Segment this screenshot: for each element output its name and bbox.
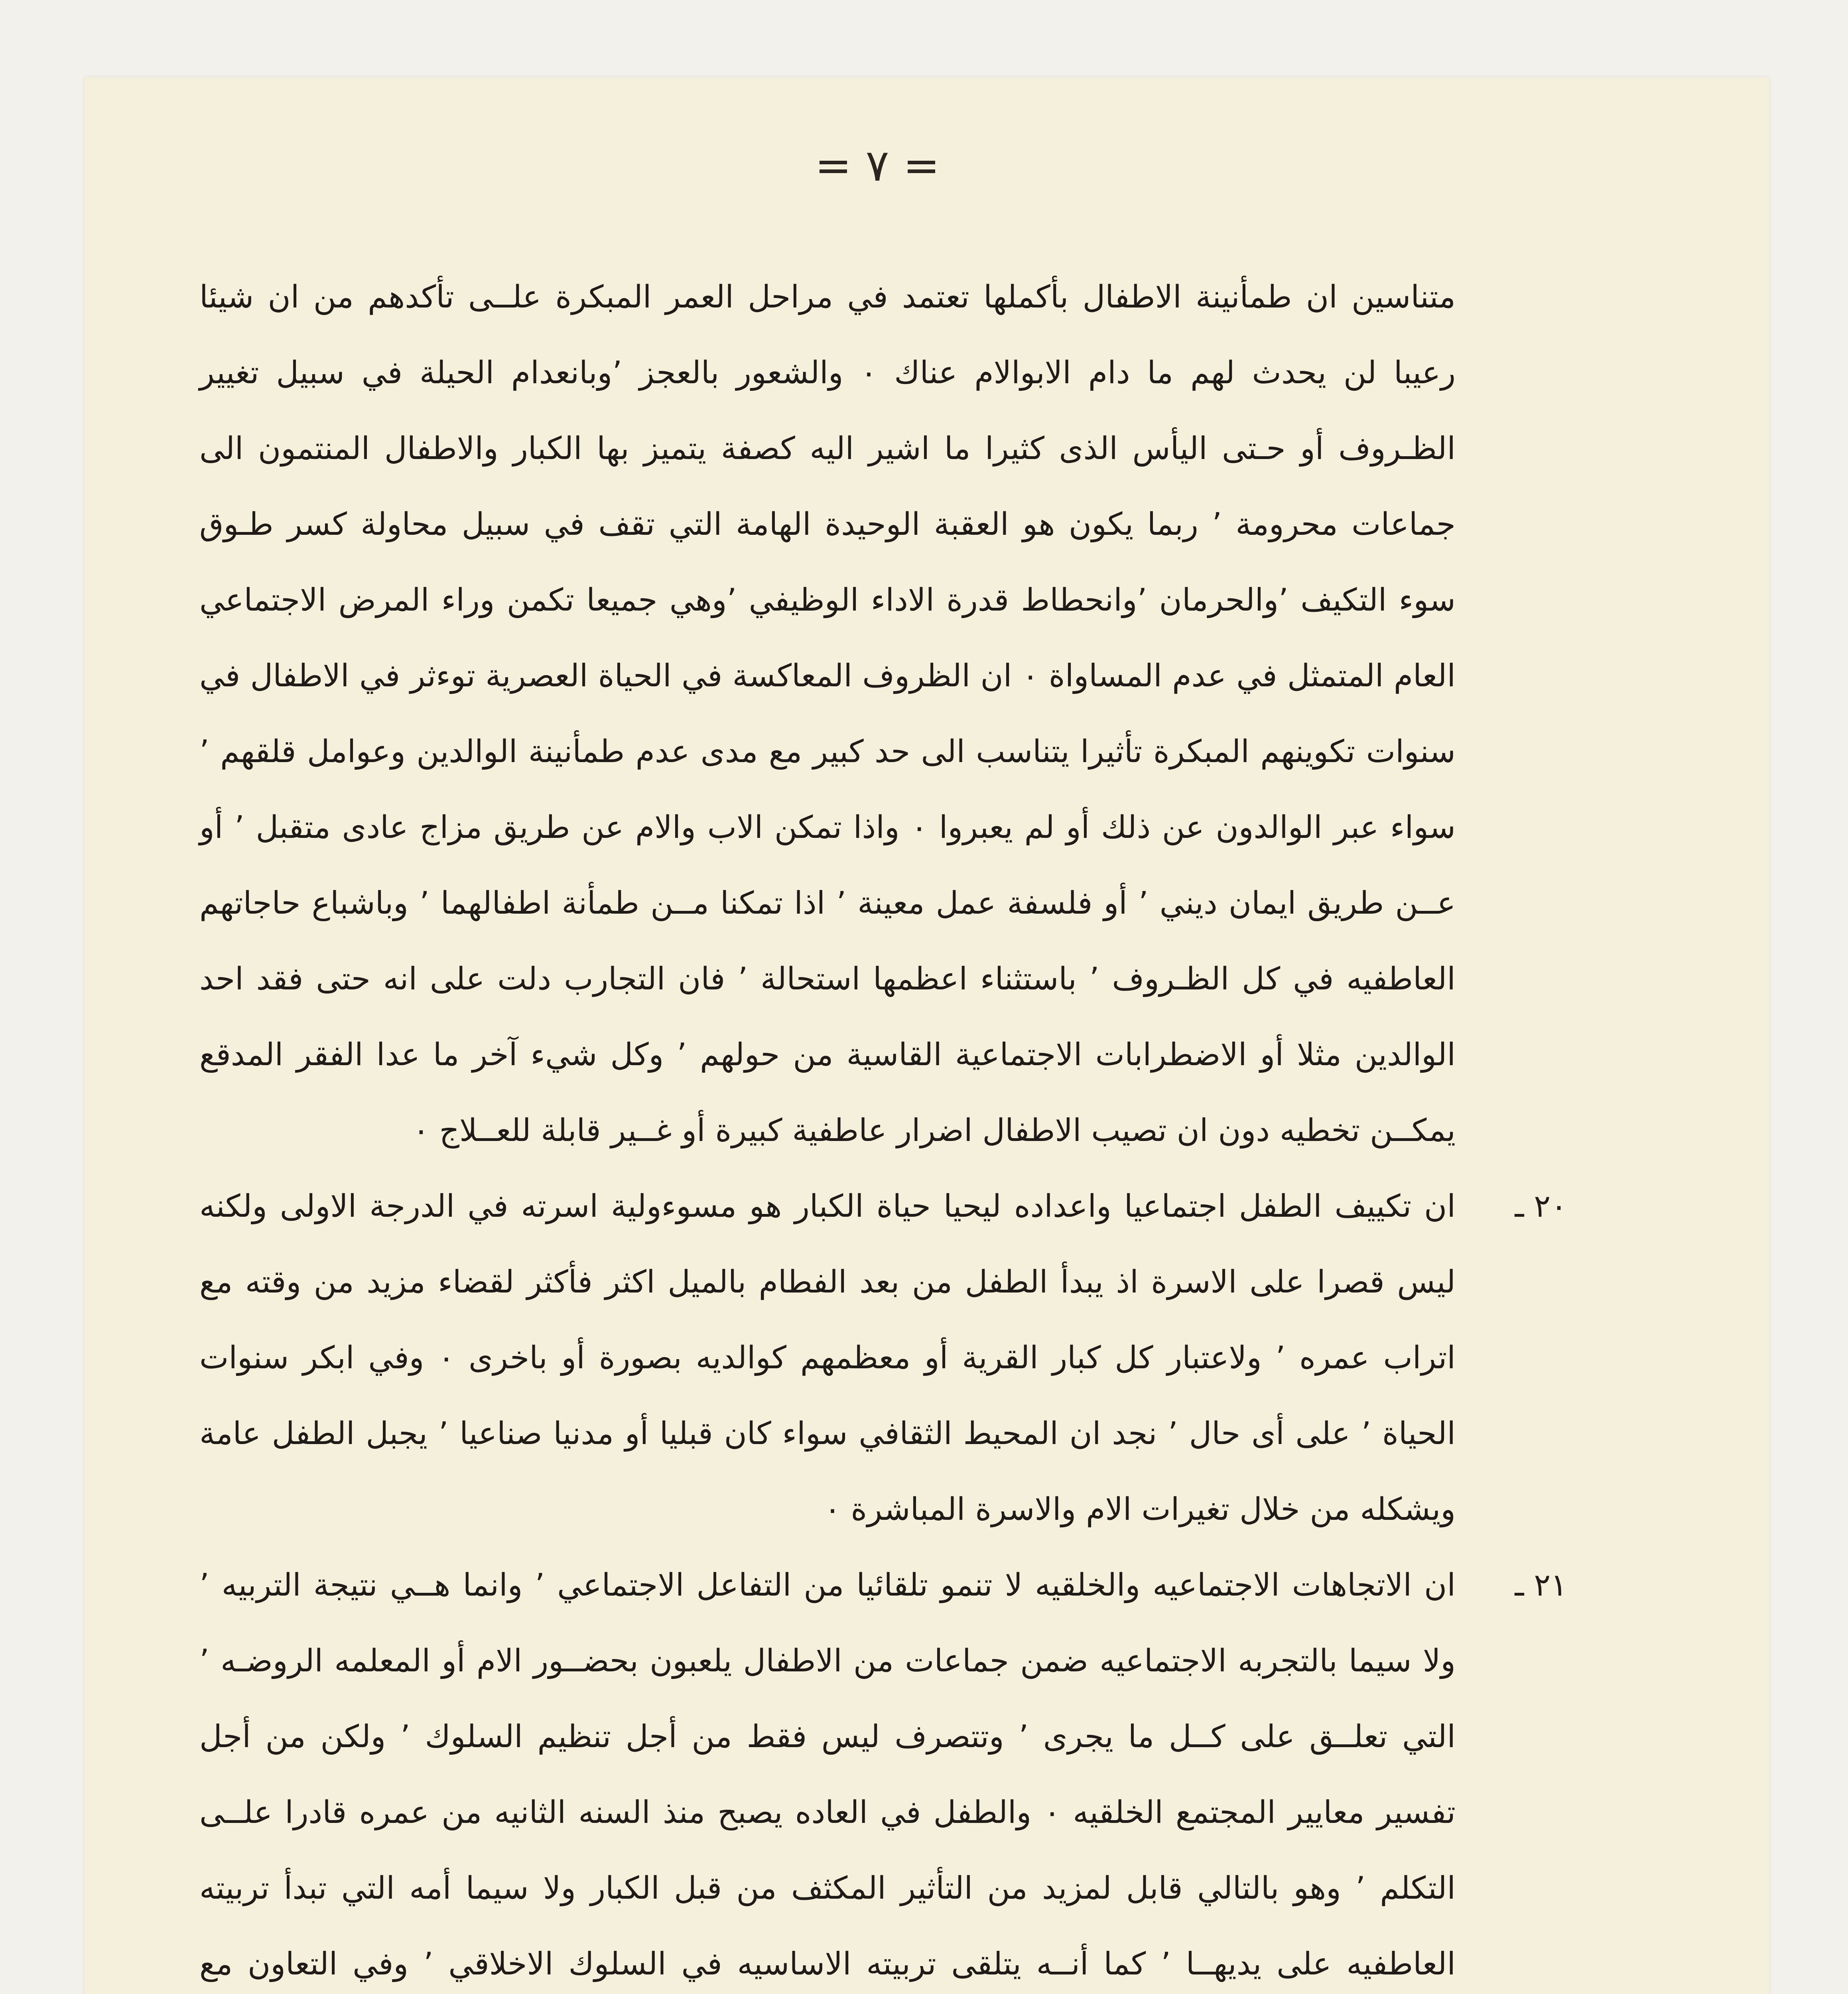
page-number: = ٧ = [815,140,940,191]
intro-paragraph: متناسين ان طمأنينة الاطفال بأكملها تعتمد في مراحل العمر المبكرة علــى تأكدهم من ان شيئا رعيبا لن يحدث لهم ما دام الابوالام عناك ٠ والشعور بالعجز ٬وبانعدام الحيلة في سبيل تغيير الظـروف أو حـتى اليأس الذى كثيرا ما اشير اليه كصفة يتميز بها الكبار والاطفال المنتمون الى جماعات محرومة ٬ ربما يكون هو العقبة الوحيدة الهامة التي تقف في سبيل محاولة كسر طـوق سوء التكيف ٬والحرمان ٬وانحطاط قدرة الاداء الوظيفي ٬وهي جميعا تكمن وراء المرض الاجتماعي العام المتمثل في عدم المساواة ٠ ان الظروف المعاكسة في الحياة العصرية توءثر في الاطفال في سنوات تكوينهم المبكرة تأثيرا يتناسب الى حد كبير مع مدى عدم طمأنينة الوالدين وعوامل قلقهم ٬ سواء عبر الوالدون عن ذلك أو لم يعبروا ٠ واذا تمكن الاب والام عن طريق مزاج عادى متقبل ٬ أو عــن طريق ايمان ديني ٬ أو فلسفة عمل معينة ٬ اذا تمكنا مــن طمأنة اطفالهما ٬ وباشباع حاجاتهم العاطفيه في كل الظـروف ٬ باستثناء اعظمها استحالة ٬ فان التجارب دلت على انه حتى فقد احد الوالدين مثلا أو الاضطرابات الاجتماعية القاسية من حولهم ٬ وكل شيء آخر ما عدا الفقر المدقع يمكــن تخطيه دون ان تصيب الاطفال اضرار عاطفية كبيرة أو غــير قابلة للعــلاج ٠ [199,279,1456,1149]
paragraph-21 [199,1547,1567,1994]
paragraph-number: ٢٠ ـ [1515,1188,1567,1224]
document-body [199,259,1567,1994]
paragraph-number: ٢١ ـ [1515,1567,1567,1603]
paragraph-text: ان تكييف الطفل اجتماعيا واعداده ليحيا حياة الكبار هو مسوءولية اسرته في الدرجة الاولى ولكنه ليس قصرا على الاسرة اذ يبدأ الطفل من بعد الفطام بالميل اكثر فأكثر لقضاء مزيد من وقته مع اتراب عمره ٬ ولاعتبار كل كبار القرية أو معظمهم كوالديه بصورة أو باخرى ٠ وفي ابكر سنوات الحياة ٬ على أى حال ٬ نجد ان المحيط الثقافي سواء كان قبليا أو مدنيا صناعيا ٬ يجبل الطفل عامة ويشكله من خلال تغيرات الام والاسرة المباشرة ٠ [199,1188,1456,1527]
paragraph-20 [199,1168,1567,1547]
paragraph-text: ان الاتجاهات الاجتماعيه والخلقيه لا تنمو تلقائيا من التفاعل الاجتماعي ٬ وانما هــي نتيجة التربيه ٬ ولا سيما بالتجربه الاجتماعيه ضمن جماعات من الاطفال يلعبون بحضــور الام أو المعلمه الروضـه ٬ التي تعلــق على كــل ما يجرى ٬ وتتصرف ليس فقط من أجل تنظيم السلوك ٬ ولكن من أجل تفسير معايير المجتمع الخلقيه ٠ والطفل في العاده يصبح منذ السنه الثانيه من عمره قادرا علــى التكلم ٬ وهو بالتالي قابل لمزيد من التأثير المكثف من قبل الكبار ولا سيما أمه التي تبدأ تربيته العاطفيه على يديهــا ٬ كما أنــه يتلقى تربيته الاساسيه في السلوك الاخلاقي ٬ وفي التعاون مع [199,1567,1456,1982]
